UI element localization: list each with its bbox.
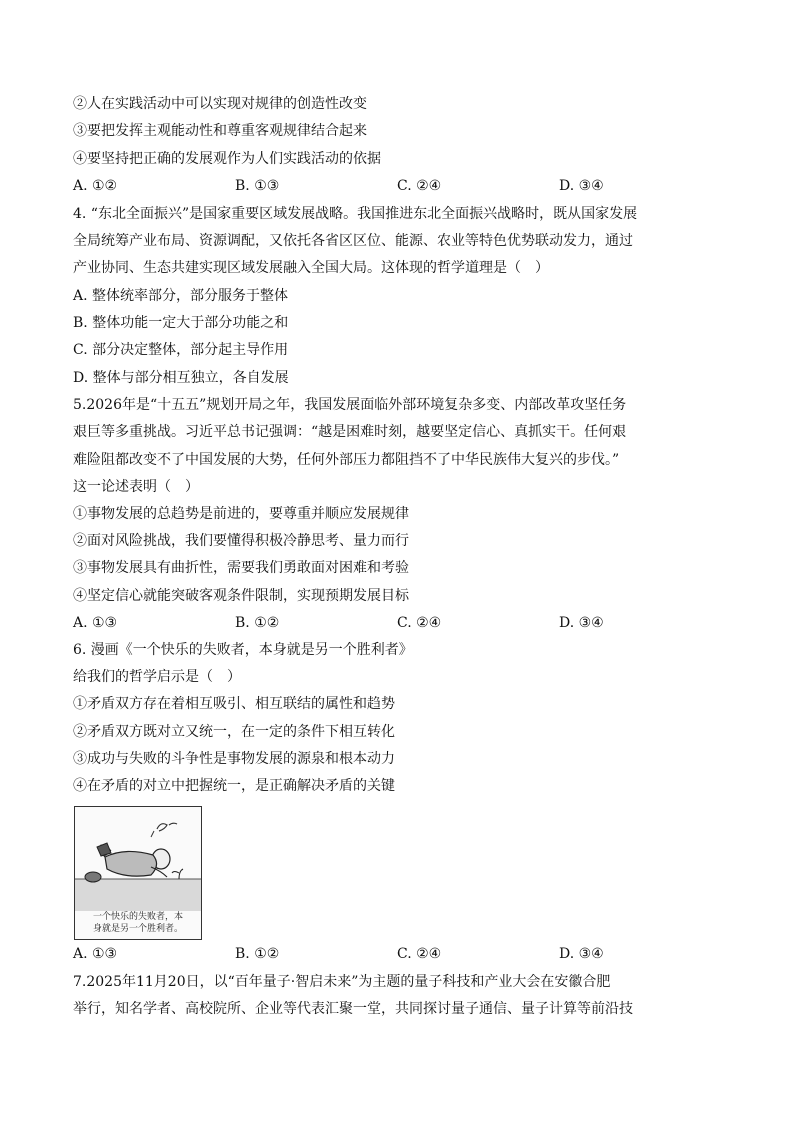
q3-option-b[interactable]: B. ①③ xyxy=(235,178,280,194)
q6-statement-4: ④在矛盾的对立中把握统一，是正确解决矛盾的关键 xyxy=(73,778,395,794)
q5-stem-line-1: 5.2026年是“十五五”规划开局之年，我国发展面临外部环境复杂多变、内部改革攻坚任务 xyxy=(73,397,627,413)
q6-stem-line-1: 6. 漫画《一个快乐的失败者，本身就是另一个胜利者》 xyxy=(73,642,413,658)
q5-stem-line-3: 难险阻都改变不了中国发展的大势，任何外部压力都阻挡不了中华民族伟大复兴的步伐。” xyxy=(73,452,620,468)
q3-statement-4: ④要坚持把正确的发展观作为人们实践活动的依据 xyxy=(73,151,381,167)
q5-stem-line-2: 艰巨等多重挑战。习近平总书记强调：“越是困难时刻，越要坚定信心、真抓实干。任何艰 xyxy=(73,424,627,440)
q3-option-a[interactable]: A. ①② xyxy=(73,178,118,194)
q6-statement-3: ③成功与失败的斗争性是事物发展的源泉和根本动力 xyxy=(73,751,395,767)
q4-option-a[interactable]: A. 整体统率部分，部分服务于整体 xyxy=(73,288,289,304)
q6-stem-line-2: 给我们的哲学启示是（ ） xyxy=(73,669,241,685)
cartoon-caption-line-2: 身就是另一个胜利者。 xyxy=(92,924,183,934)
q7-stem-line-1: 7.2025年11月20日，以“百年量子·智启未来”为主题的量子科技和产业大会在安徽合肥 xyxy=(73,974,611,990)
q5-statement-3: ③事物发展具有曲折性，需要我们勇敢面对困难和考验 xyxy=(73,560,409,576)
q3-option-c[interactable]: C. ②④ xyxy=(397,178,442,194)
cartoon-image xyxy=(74,806,202,940)
q5-option-b[interactable]: B. ①② xyxy=(235,615,280,631)
q4-stem-line-1: 4. “东北全面振兴”是国家重要区域发展战略。我国推进东北全面振兴战略时，既从国家发展 xyxy=(73,206,638,222)
cartoon-caption-line-1: 一个快乐的失败者，本 xyxy=(92,912,183,922)
cartoon-caption xyxy=(79,911,197,935)
q4-stem-line-2: 全局统筹产业布局、资源调配，又依托各省区区位、能源、农业等特色优势联动发力，通过 xyxy=(73,233,633,249)
q7-stem-line-2: 举行，知名学者、高校院所、企业等代表汇聚一堂，共同探讨量子通信、量子计算等前沿技 xyxy=(73,1001,633,1017)
q3-statement-3: ③要把发挥主观能动性和尊重客观规律结合起来 xyxy=(73,123,367,139)
q5-option-a[interactable]: A. ①③ xyxy=(73,615,118,631)
q3-statement-2: ②人在实践活动中可以实现对规律的创造性改变 xyxy=(73,96,367,112)
q5-stem-line-4: 这一论述表明（ ） xyxy=(73,479,199,495)
q6-option-a[interactable]: A. ①③ xyxy=(73,946,118,962)
q3-option-d[interactable]: D. ③④ xyxy=(559,178,604,194)
q6-statement-2: ②矛盾双方既对立又统一，在一定的条件下相互转化 xyxy=(73,724,395,740)
q6-option-b[interactable]: B. ①② xyxy=(235,946,280,962)
q5-statement-4: ④坚定信心就能突破客观条件限制，实现预期发展目标 xyxy=(73,588,409,604)
q5-statement-2: ②面对风险挑战，我们要懂得积极冷静思考、量力而行 xyxy=(73,533,409,549)
q6-option-d[interactable]: D. ③④ xyxy=(559,946,604,962)
q5-statement-1: ①事物发展的总趋势是前进的，要尊重并顺应发展规律 xyxy=(73,506,409,522)
q6-statement-1: ①矛盾双方存在着相互吸引、相互联结的属性和趋势 xyxy=(73,696,395,712)
q4-option-d[interactable]: D. 整体与部分相互独立，各自发展 xyxy=(73,370,289,386)
q4-stem-line-3: 产业协同、生态共建实现区域发展融入全国大局。这体现的哲学道理是（ ） xyxy=(73,260,549,276)
q4-option-c[interactable]: C. 部分决定整体，部分起主导作用 xyxy=(73,342,289,358)
cartoon-drawing xyxy=(75,807,201,911)
q6-option-c[interactable]: C. ②④ xyxy=(397,946,442,962)
q4-option-b[interactable]: B. 整体功能一定大于部分功能之和 xyxy=(73,315,289,331)
q5-option-d[interactable]: D. ③④ xyxy=(559,615,604,631)
q5-option-c[interactable]: C. ②④ xyxy=(397,615,442,631)
